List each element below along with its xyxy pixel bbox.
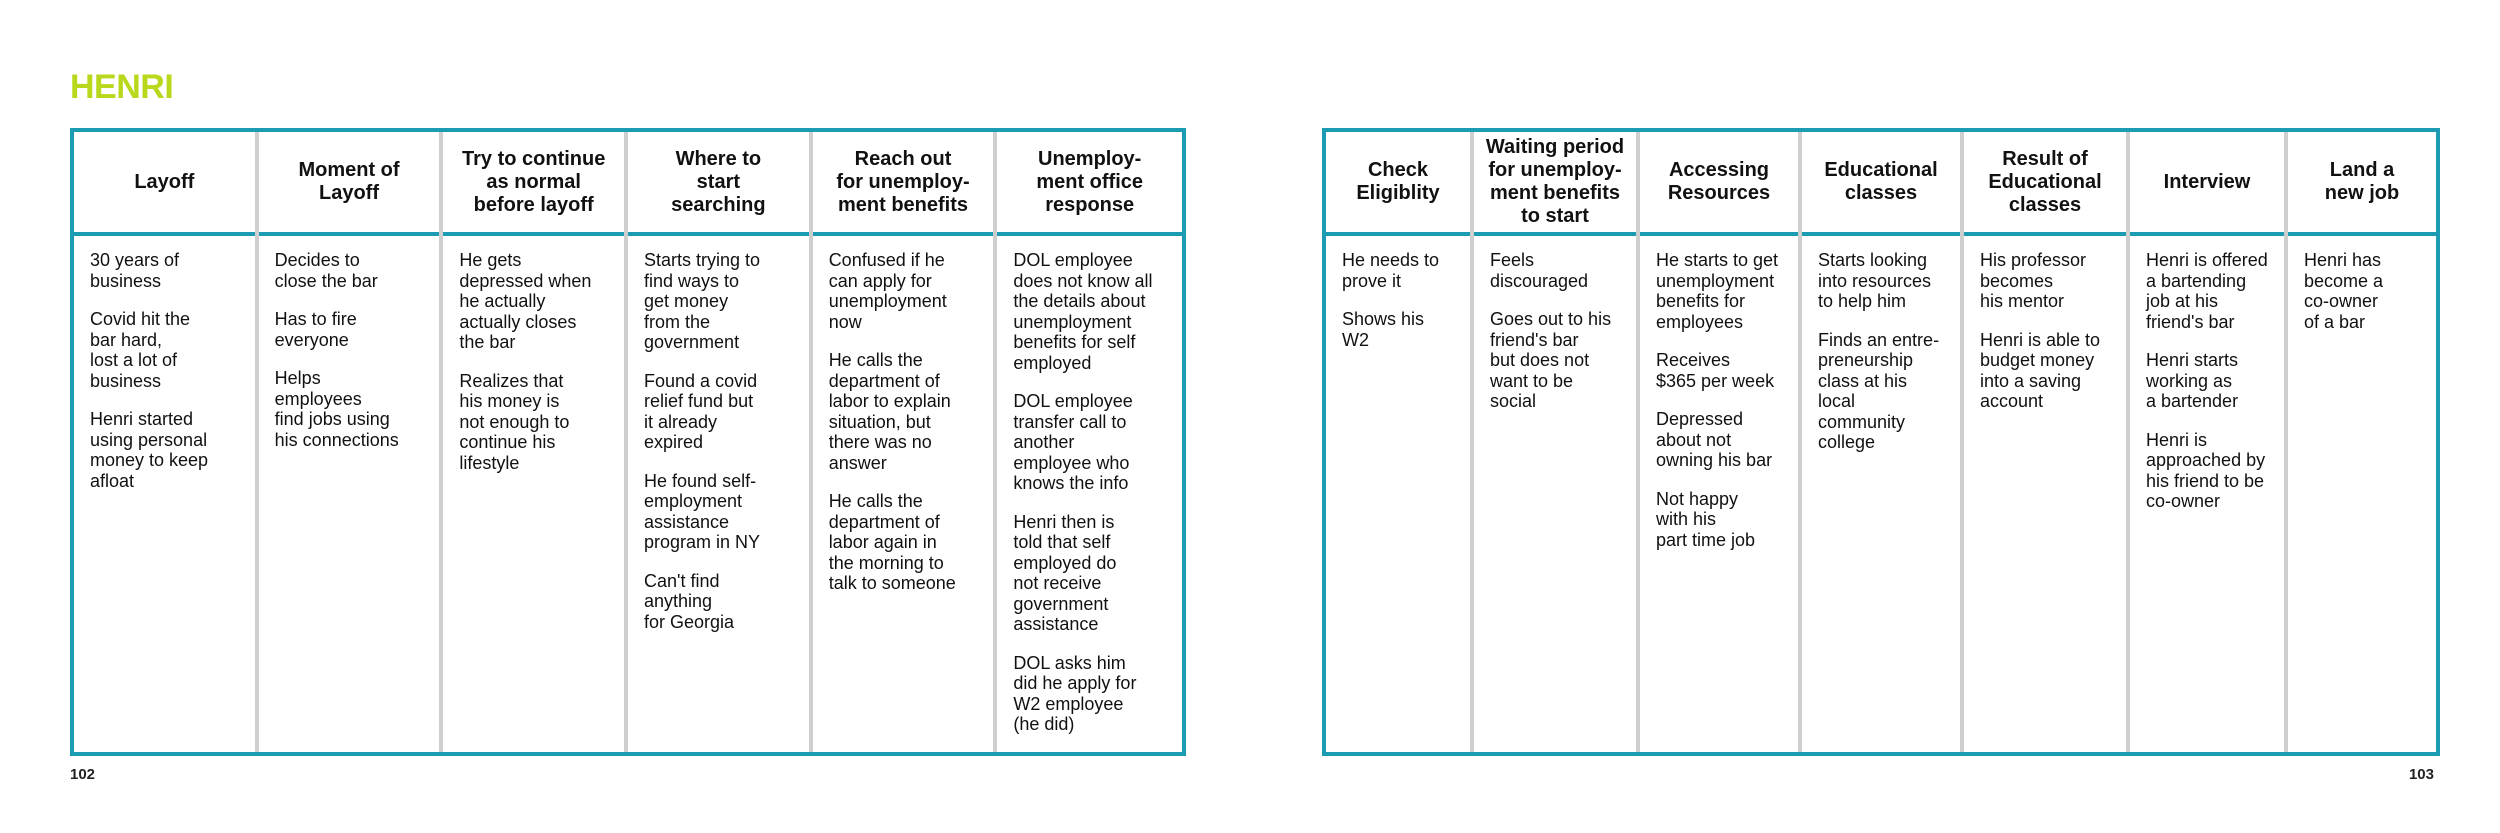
stage-notes: [1802, 236, 1960, 752]
journey-stage-column: [1964, 132, 2130, 752]
journey-stage-column: [1474, 132, 1640, 752]
stage-note: Henri starts working as a bartender: [2146, 350, 2239, 411]
stage-note: Starts looking into resources to help him: [1818, 250, 1932, 311]
stage-note: Found a covid relief fund but it already expired: [644, 370, 758, 452]
journey-stage-column: [74, 132, 259, 752]
stage-header: Moment of Layoff: [259, 132, 440, 236]
stage-note: His professor becomes his mentor: [1980, 250, 2087, 311]
stage-notes: [259, 236, 440, 752]
stage-note: Henri then is told that self employed do not receive government assistance: [1013, 511, 1117, 634]
stage-header: Check Eligiblity: [1326, 132, 1470, 236]
stage-note: Depressed about not owning his bar: [1656, 409, 1773, 470]
stage-notes: [1964, 236, 2126, 752]
stage-notes: [443, 236, 624, 752]
journey-table-left: [70, 128, 1186, 756]
journey-stage-column: [1802, 132, 1964, 752]
stage-note: Henri is approached by his friend to be co-owner: [2146, 429, 2266, 511]
stage-note: Finds an entre- preneurship class at his local community college: [1818, 329, 1940, 452]
stage-note: Henri is offered a bartending job at his friend's bar: [2146, 250, 2268, 332]
stage-note: Can't find anything for Georgia: [644, 570, 735, 632]
journey-stage-column: [1640, 132, 1802, 752]
stage-header: Result of Educational classes: [1964, 132, 2126, 236]
stage-note: Feels discouraged: [1490, 250, 1589, 291]
stage-notes: [1474, 236, 1636, 752]
stage-header: Educational classes: [1802, 132, 1960, 236]
journey-table-right: [1322, 128, 2440, 756]
stage-header: Land a new job: [2288, 132, 2436, 236]
stage-header: Unemploy- ment office response: [997, 132, 1182, 236]
stage-note: DOL employee does not know all the details about unemployment benefits for self employed: [1013, 250, 1153, 373]
stage-note: He needs to prove it: [1342, 250, 1440, 291]
stage-notes: [813, 236, 994, 752]
stage-note: Henri is able to budget money into a saving account: [1980, 329, 2101, 411]
stage-header: Accessing Resources: [1640, 132, 1798, 236]
stage-note: Has to fire everyone: [274, 309, 357, 350]
stage-notes: [74, 236, 255, 752]
stage-notes: [2288, 236, 2436, 752]
stage-note: Decides to close the bar: [274, 250, 378, 291]
page-number-right: 103: [2408, 766, 2434, 783]
stage-note: Confused if he can apply for unemployment now: [828, 250, 947, 332]
journey-stage-column: [259, 132, 444, 752]
journey-stage-column: [443, 132, 628, 752]
stage-note: Shows his W2: [1342, 309, 1425, 350]
stage-note: Receives $365 per week: [1656, 350, 1775, 391]
stage-note: He gets depressed when he actually actually closes the bar: [459, 250, 592, 352]
journey-stage-column: [2130, 132, 2288, 752]
stage-note: Helps employees find jobs using his connections: [274, 368, 399, 450]
stage-note: Starts trying to find ways to get money from the government: [644, 250, 761, 352]
page-title: HENRI: [70, 68, 174, 106]
stage-header: Where to start searching: [628, 132, 809, 236]
journey-stage-column: [997, 132, 1182, 752]
journey-stage-column: [628, 132, 813, 752]
stage-note: Henri has become a co-owner of a bar: [2304, 250, 2384, 332]
stage-header: Layoff: [74, 132, 255, 236]
stage-header: Interview: [2130, 132, 2284, 236]
stage-note: He found self- employment assistance program in NY: [644, 470, 761, 552]
journey-stage-column: [1326, 132, 1474, 752]
stage-note: Henri started using personal money to keep afloat: [90, 409, 209, 491]
stage-note: He starts to get unemployment benefits for employees: [1656, 250, 1779, 332]
stage-notes: [628, 236, 809, 752]
stage-header: Reach out for unemploy- ment benefits: [813, 132, 994, 236]
stage-note: DOL asks him did he apply for W2 employee (he did): [1013, 652, 1137, 734]
stage-note: Realizes that his money is not enough to continue his lifestyle: [459, 370, 570, 473]
stage-note: Goes out to his friend's bar but does not want to be social: [1490, 309, 1612, 411]
stage-notes: [997, 236, 1182, 753]
stage-note: Not happy with his part time job: [1656, 488, 1756, 550]
stage-notes: [1640, 236, 1798, 752]
stage-notes: [1326, 236, 1470, 752]
stage-note: 30 years of business: [90, 250, 180, 291]
stage-note: Covid hit the bar hard, lost a lot of business: [90, 309, 191, 391]
stage-note: He calls the department of labor again in the morning to talk to someone: [828, 491, 956, 593]
stage-header: Waiting period for unemploy- ment benefits to start: [1474, 132, 1636, 236]
stage-note: He calls the department of labor to explain situation, but there was no answer: [828, 350, 951, 473]
stage-note: DOL employee transfer call to another employee who knows the info: [1013, 391, 1133, 493]
journey-stage-column: [813, 132, 998, 752]
journey-stage-column: [2288, 132, 2436, 752]
page-number-left: 102: [70, 766, 96, 783]
stage-header: Try to continue as normal before layoff: [443, 132, 624, 236]
stage-notes: [2130, 236, 2284, 752]
